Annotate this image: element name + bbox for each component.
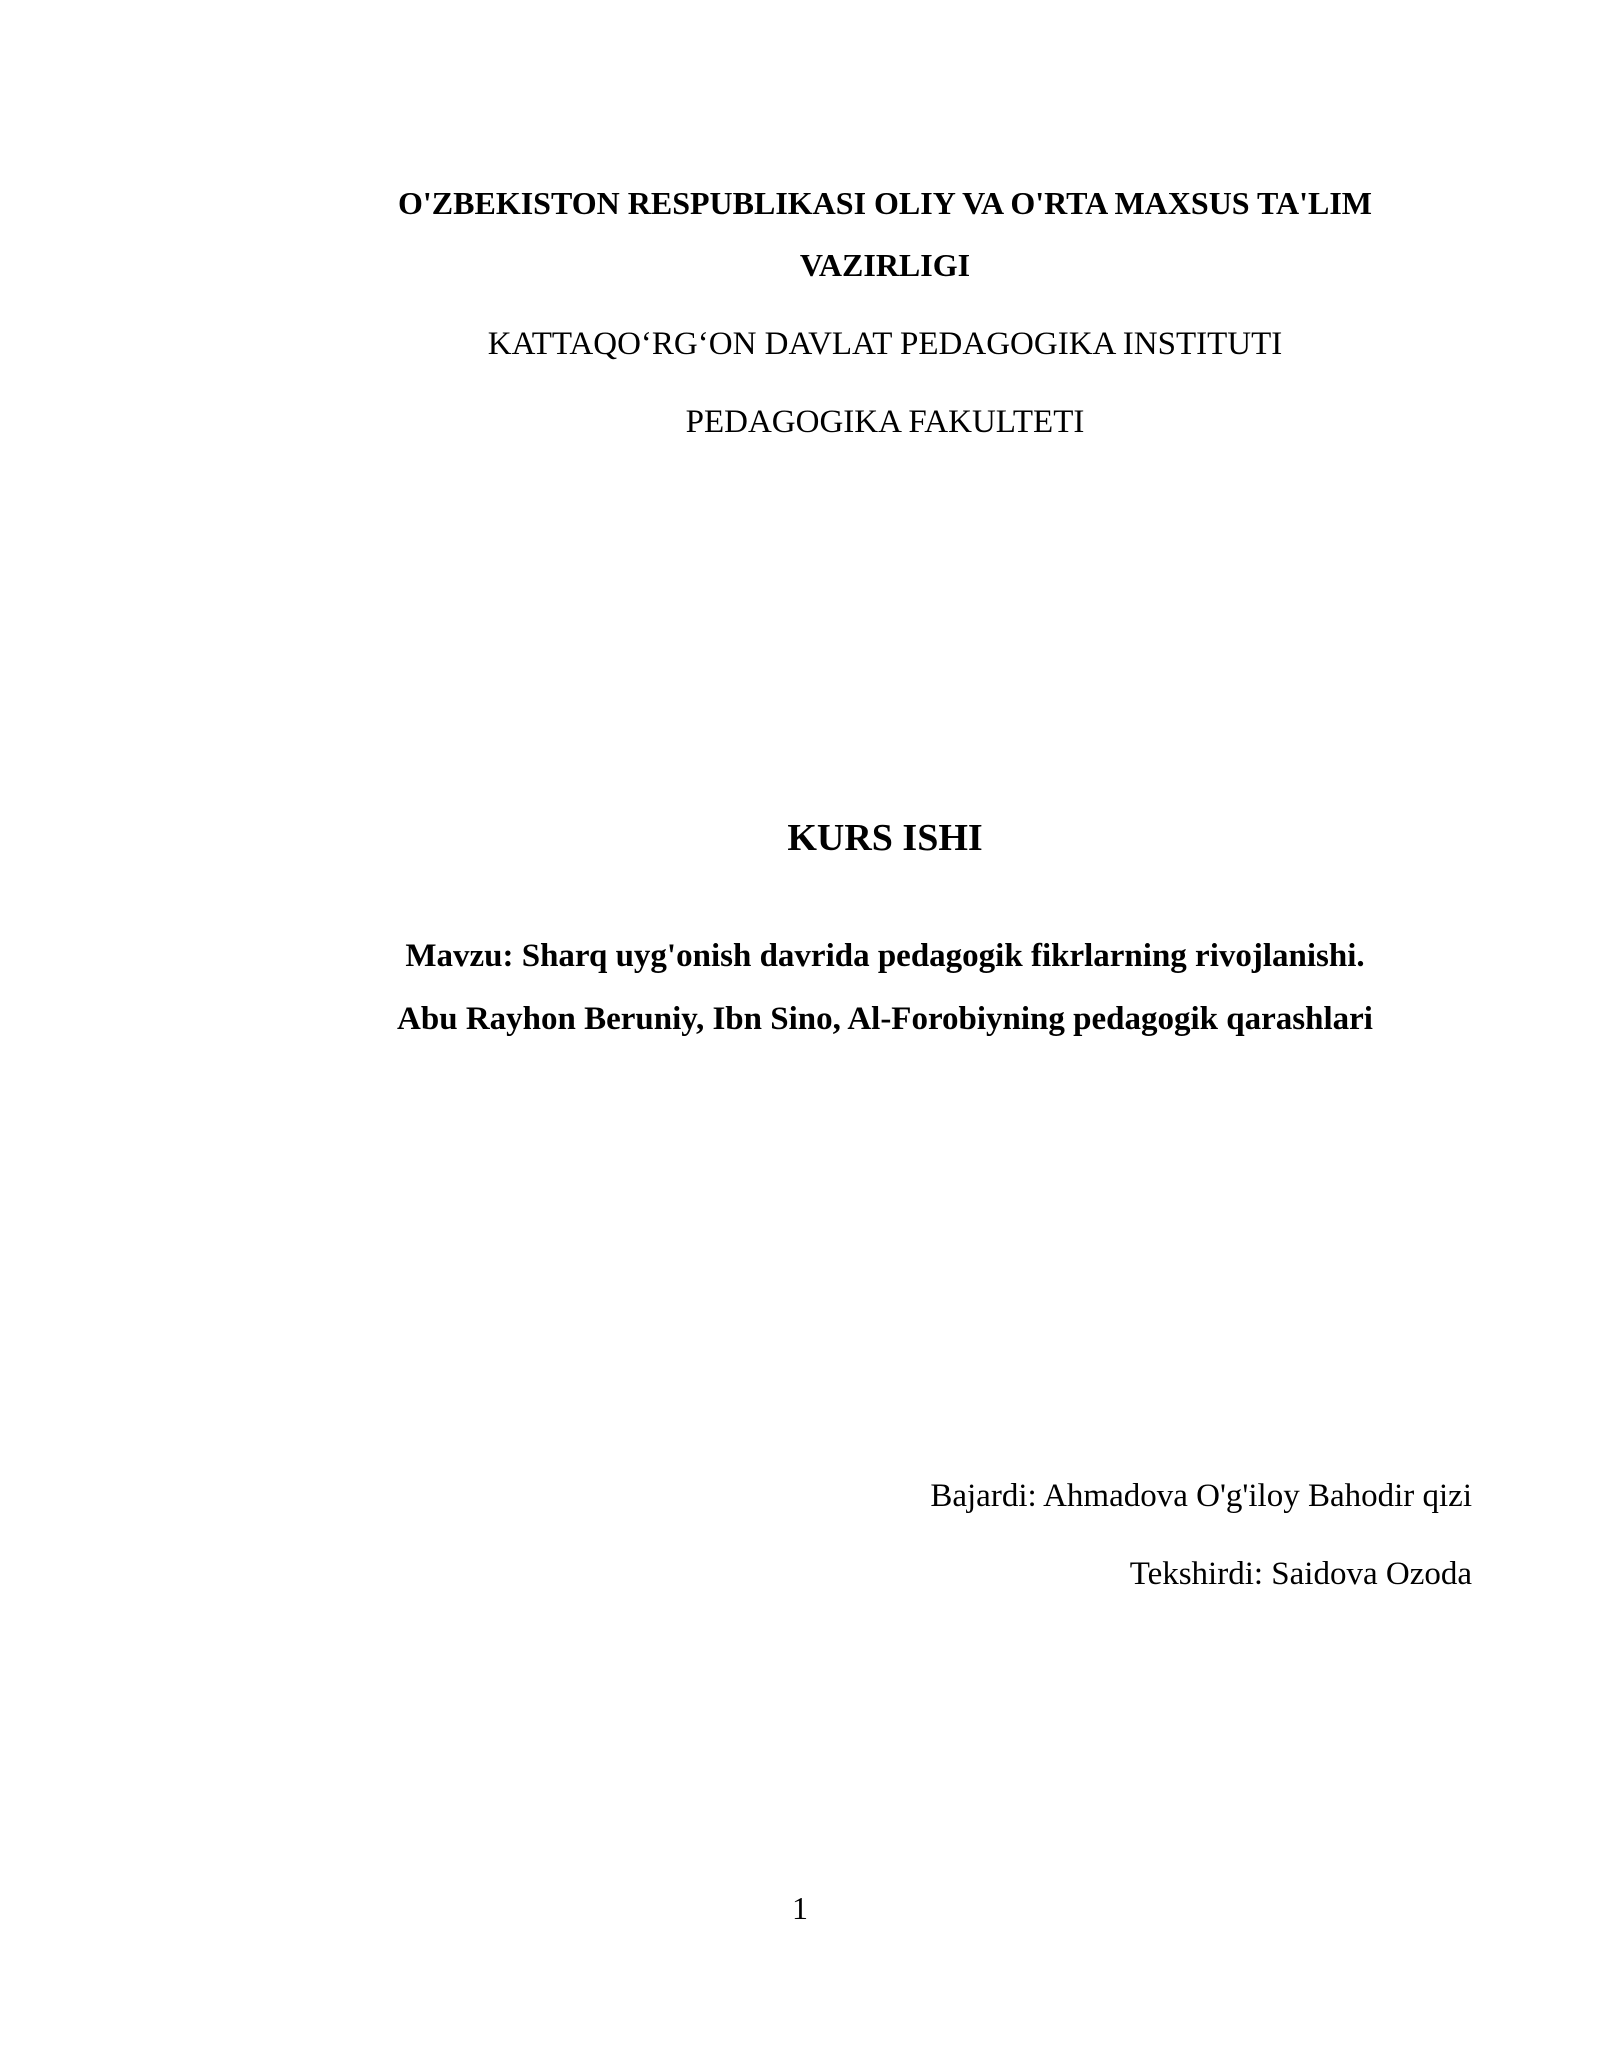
page-number: 1 <box>792 1890 808 1926</box>
faculty-name: PEDAGOGIKA FAKULTETI <box>685 404 1085 440</box>
document-title: KURS ISHI <box>787 817 983 859</box>
ministry-title-line-1: O'ZBEKISTON RESPUBLIKASI OLIY VA O'RTA MAXSUS TA'LIM <box>398 185 1372 221</box>
topic-line-1: Mavzu: Sharq uyg'onish davrida pedagogik fikrlarning rivojlanishi. <box>405 938 1365 974</box>
topic-line-2: Abu Rayhon Beruniy, Ibn Sino, Al-Forobiyning pedagogik qarashlari <box>397 1001 1373 1037</box>
performed-by: Bajardi: Ahmadova O'g'iloy Bahodir qizi <box>930 1478 1472 1514</box>
institute-name: KATTAQO‘RG‘ON DAVLAT PEDAGOGIKA INSTITUTI <box>487 326 1283 362</box>
checked-by: Tekshirdi: Saidova Ozoda <box>1129 1556 1472 1592</box>
ministry-title-line-2: VAZIRLIGI <box>799 247 971 283</box>
